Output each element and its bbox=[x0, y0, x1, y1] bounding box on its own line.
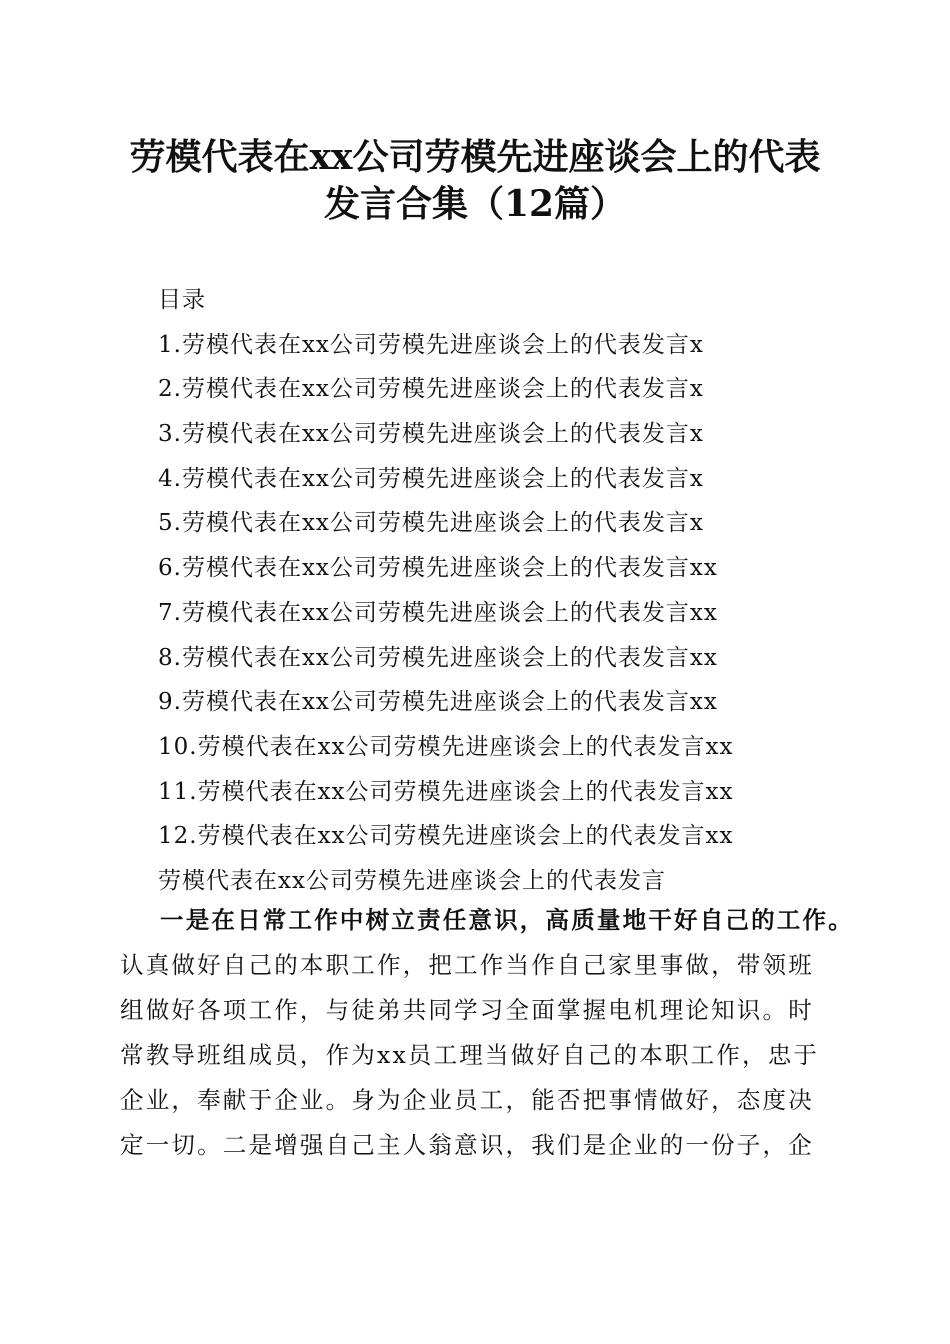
toc-item[interactable]: 9.劳模代表在xx公司劳模先进座谈会上的代表发言xx bbox=[158, 689, 718, 716]
body-paragraph bbox=[120, 898, 854, 1168]
toc-item[interactable]: 8.劳模代表在xx公司劳模先进座谈会上的代表发言xx bbox=[158, 644, 718, 671]
section-heading: 劳模代表在xx公司劳模先进座谈会上的代表发言 bbox=[158, 867, 666, 894]
body-line: 定一切。二是增强自己主人翁意识，我们是企业的一份子，企 bbox=[120, 1131, 814, 1159]
toc-item[interactable]: 11.劳模代表在xx公司劳模先进座谈会上的代表发言xx bbox=[158, 778, 734, 805]
title-line-2: 发言合集（12篇） bbox=[323, 183, 627, 225]
body-line: 一是在日常工作中树立责任意识，高质量地干好自己的工作。 bbox=[160, 906, 854, 934]
body-line: 组做好各项工作，与徒弟共同学习全面掌握电机理论知识。时 bbox=[120, 996, 814, 1024]
body-line: 认真做好自己的本职工作，把工作当作自己家里事做，带领班 bbox=[120, 951, 814, 979]
toc-item[interactable]: 5.劳模代表在xx公司劳模先进座谈会上的代表发言x bbox=[158, 510, 704, 537]
toc-item[interactable]: 1.劳模代表在xx公司劳模先进座谈会上的代表发言x bbox=[158, 331, 704, 358]
toc-item[interactable]: 6.劳模代表在xx公司劳模先进座谈会上的代表发言xx bbox=[158, 555, 718, 582]
toc-heading: 目录 bbox=[158, 287, 206, 313]
body-line: 常教导班组成员，作为xx员工理当做好自己的本职工作，忠于 bbox=[120, 1041, 820, 1069]
toc-item[interactable]: 7.劳模代表在xx公司劳模先进座谈会上的代表发言xx bbox=[158, 599, 718, 626]
toc-item[interactable]: 12.劳模代表在xx公司劳模先进座谈会上的代表发言xx bbox=[158, 823, 734, 850]
title-line-1: 劳模代表在xx公司劳模先进座谈会上的代表 bbox=[129, 136, 821, 178]
body-line: 企业，奉献于企业。身为企业员工，能否把事情做好，态度决 bbox=[120, 1086, 814, 1114]
toc-item[interactable]: 2.劳模代表在xx公司劳模先进座谈会上的代表发言x bbox=[158, 376, 704, 403]
toc-item[interactable]: 4.劳模代表在xx公司劳模先进座谈会上的代表发言x bbox=[158, 465, 704, 492]
table-of-contents bbox=[158, 278, 858, 904]
toc-item[interactable]: 3.劳模代表在xx公司劳模先进座谈会上的代表发言x bbox=[158, 421, 704, 448]
document-title bbox=[95, 134, 855, 228]
toc-item[interactable]: 10.劳模代表在xx公司劳模先进座谈会上的代表发言xx bbox=[158, 733, 734, 760]
